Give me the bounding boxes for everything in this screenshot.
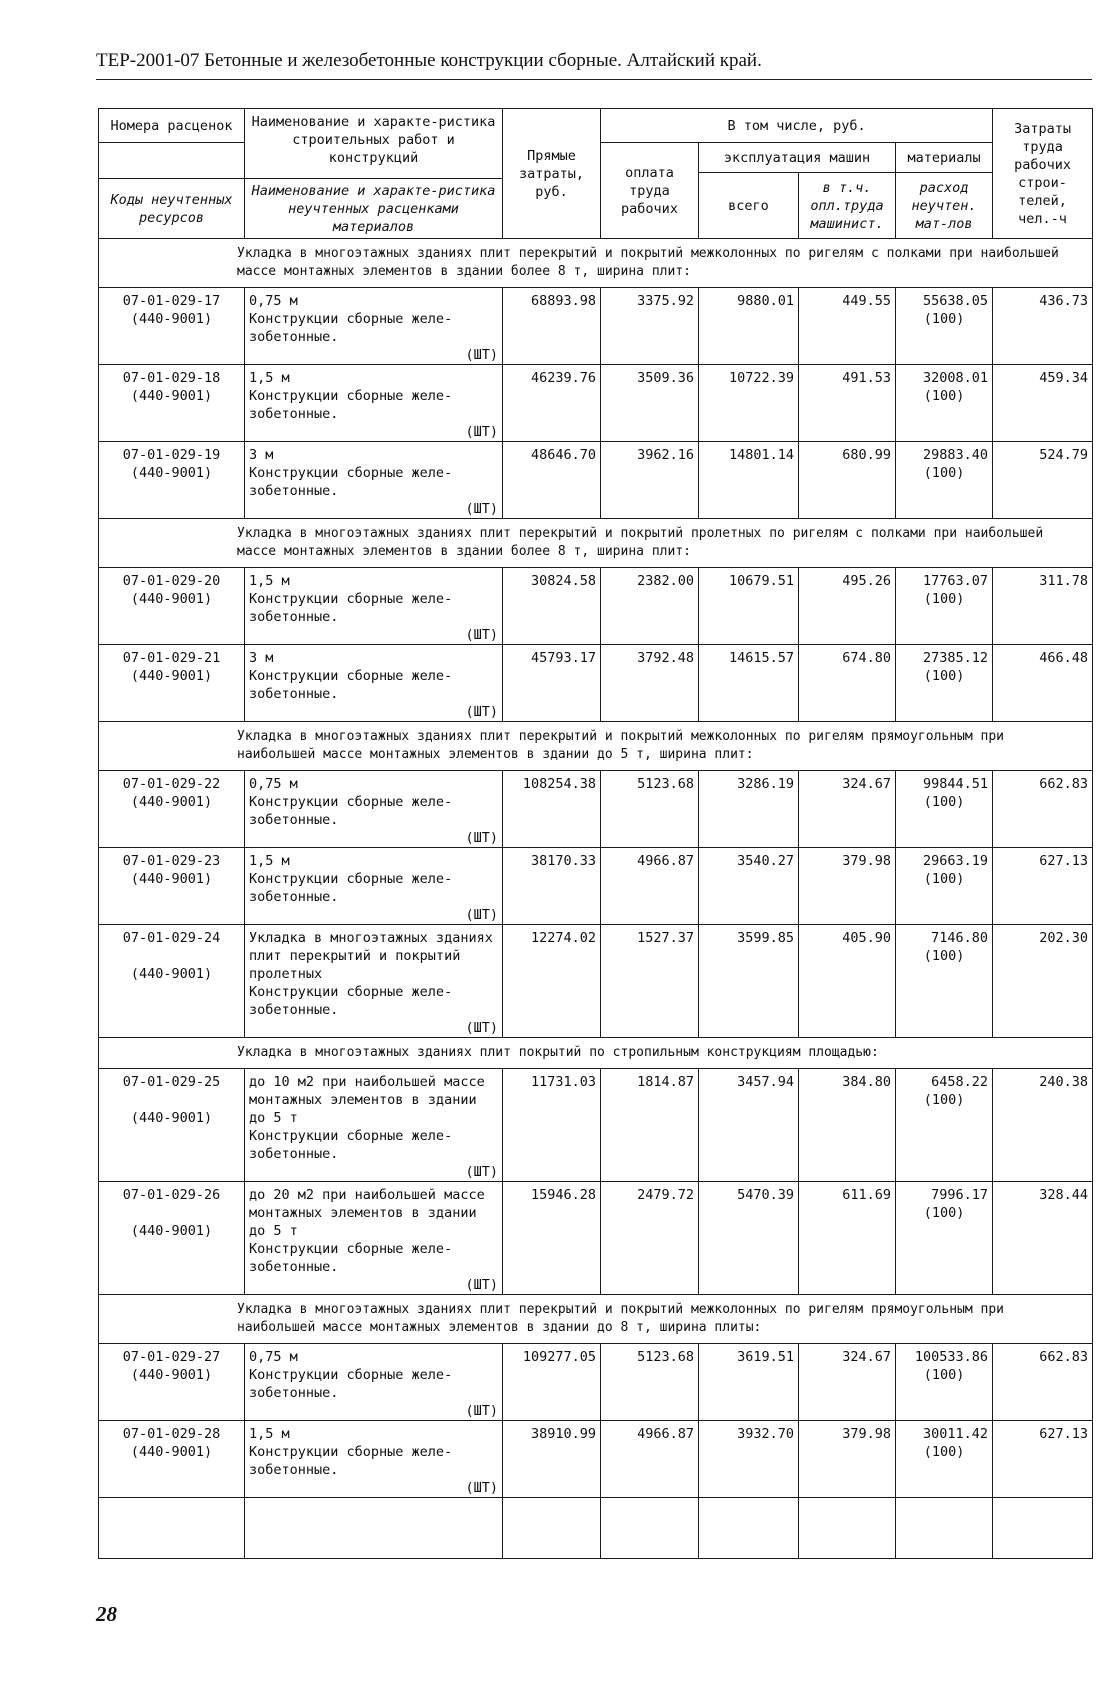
rate-code: 07-01-029-19 <box>122 447 221 463</box>
unit: (ШТ) <box>465 1480 498 1496</box>
blank-cell <box>699 1498 799 1559</box>
col-labor-costs: Затраты труда рабочих строи-телей, чел.-ч <box>993 109 1093 239</box>
materials-qty: (100) <box>923 668 965 684</box>
unit-line <box>249 829 498 847</box>
section-title: Укладка в многоэтажных зданиях плит перекрытий и покрытий пролетных по ригелям с полками при наибольшей массе монтажных элементов в здании более 8 т, ширина плит: <box>237 526 1044 559</box>
materials-cost: 7146.80 <box>931 930 989 946</box>
section-title: Укладка в многоэтажных зданиях плит покрытий по стропильным конструкциям площадью: <box>237 1045 879 1060</box>
operator-pay: 491.53 <box>799 365 896 442</box>
work-name: 0,75 м <box>249 776 298 792</box>
labor-pay: 2479.72 <box>601 1182 699 1295</box>
labor-hours: 328.44 <box>993 1182 1093 1295</box>
material-name: Конструкции сборные желе-зобетонные. <box>249 1241 453 1275</box>
unit: (ШТ) <box>465 627 498 643</box>
work-name-cell <box>245 1069 503 1182</box>
unit: (ШТ) <box>465 1277 498 1293</box>
materials-qty: (100) <box>923 871 965 887</box>
materials-qty: (100) <box>923 388 965 404</box>
direct-costs: 108254.38 <box>503 771 601 848</box>
section-title-cell <box>99 239 1093 288</box>
resource-code: (440-9001) <box>130 1223 213 1239</box>
labor-pay: 2382.00 <box>601 568 699 645</box>
materials-cost: 55638.05 <box>923 293 989 309</box>
unit-line <box>249 703 498 721</box>
col-direct-costs: Прямые затраты, руб. <box>503 109 601 239</box>
blank-cell <box>799 1498 896 1559</box>
direct-costs: 46239.76 <box>503 365 601 442</box>
rate-code-cell <box>99 1421 245 1498</box>
unit-line <box>249 626 498 644</box>
resource-code: (440-9001) <box>130 1444 213 1460</box>
resource-code: (440-9001) <box>130 966 213 982</box>
spacer <box>103 947 240 965</box>
work-name-cell <box>245 925 503 1038</box>
work-name: 1,5 м <box>249 853 290 869</box>
resource-code: (440-9001) <box>130 388 213 404</box>
materials-cost: 100533.86 <box>914 1349 989 1365</box>
direct-costs: 11731.03 <box>503 1069 601 1182</box>
col-name-unaccounted: Наименование и характе-ристика неучтенных расценками материалов <box>245 179 503 239</box>
materials-cost: 32008.01 <box>923 370 989 386</box>
rate-code-cell <box>99 365 245 442</box>
table-row <box>99 568 1093 645</box>
rate-code-cell <box>99 1069 245 1182</box>
labor-hours: 627.13 <box>993 1421 1093 1498</box>
operator-pay: 384.80 <box>799 1069 896 1182</box>
materials-qty: (100) <box>923 1205 965 1221</box>
section-header-row <box>99 1295 1093 1344</box>
operator-pay: 680.99 <box>799 442 896 519</box>
materials-cost: 17763.07 <box>923 573 989 589</box>
labor-pay: 5123.68 <box>601 771 699 848</box>
blank-cell <box>99 1498 245 1559</box>
labor-hours: 436.73 <box>993 288 1093 365</box>
material-name: Конструкции сборные желе-зобетонные. <box>249 388 453 422</box>
work-name-cell <box>245 1182 503 1295</box>
rate-code-cell <box>99 568 245 645</box>
labor-pay: 4966.87 <box>601 1421 699 1498</box>
section-title: Укладка в многоэтажных зданиях плит перекрытий и покрытий межколонных по ригелям с полками при наибольшей массе монтажных элементов в здании более 8 т, ширина плит: <box>237 246 1059 279</box>
materials-qty: (100) <box>923 948 965 964</box>
table-row <box>99 771 1093 848</box>
section-title-cell <box>99 722 1093 771</box>
rate-code: 07-01-029-21 <box>122 650 221 666</box>
machine-total: 5470.39 <box>699 1182 799 1295</box>
unit-line <box>249 1479 498 1497</box>
col-name-char-text: Наименование и характе-ристика строительных работ и конструкций <box>251 114 496 166</box>
work-name: 3 м <box>249 447 274 463</box>
section-title-cell <box>99 519 1093 568</box>
table-row <box>99 288 1093 365</box>
section-header-row <box>99 1038 1093 1069</box>
section-header-row <box>99 722 1093 771</box>
rate-code: 07-01-029-26 <box>122 1187 221 1203</box>
rate-code: 07-01-029-28 <box>122 1426 221 1442</box>
unit: (ШТ) <box>465 830 498 846</box>
materials-qty: (100) <box>923 1444 965 1460</box>
resource-code: (440-9001) <box>130 1367 213 1383</box>
work-name: 0,75 м <box>249 293 298 309</box>
table-row <box>99 645 1093 722</box>
material-name: Конструкции сборные желе-зобетонные. <box>249 465 453 499</box>
machine-total: 14801.14 <box>699 442 799 519</box>
col-total: всего <box>699 173 799 239</box>
direct-costs: 68893.98 <box>503 288 601 365</box>
labor-pay: 1527.37 <box>601 925 699 1038</box>
labor-hours: 524.79 <box>993 442 1093 519</box>
machine-total: 10679.51 <box>699 568 799 645</box>
col-rate-numbers: Номера расценок <box>99 109 245 143</box>
direct-costs: 30824.58 <box>503 568 601 645</box>
materials-cell <box>896 1421 993 1498</box>
work-name-cell <box>245 365 503 442</box>
col-machine-operation: эксплуатация машин <box>699 143 896 173</box>
blank-cell <box>503 1498 601 1559</box>
material-name: Конструкции сборные желе-зобетонные. <box>249 1444 453 1478</box>
direct-costs: 38910.99 <box>503 1421 601 1498</box>
materials-cell <box>896 568 993 645</box>
materials-cell <box>896 1069 993 1182</box>
work-name-cell <box>245 288 503 365</box>
table-row <box>99 848 1093 925</box>
materials-cell <box>896 1344 993 1421</box>
section-title: Укладка в многоэтажных зданиях плит перекрытий и покрытий межколонных по ригелям прямоугольным при наибольшей массе монтажных элементов в здании до 5 т, ширина плит: <box>237 729 1005 762</box>
unit: (ШТ) <box>465 704 498 720</box>
operator-pay: 611.69 <box>799 1182 896 1295</box>
blank-row <box>99 1498 1093 1559</box>
labor-hours: 311.78 <box>993 568 1093 645</box>
operator-pay: 379.98 <box>799 848 896 925</box>
rates-body <box>99 239 1093 1559</box>
materials-cell <box>896 288 993 365</box>
labor-pay: 3375.92 <box>601 288 699 365</box>
document-header: ТЕР-2001-07 Бетонные и железобетонные конструкции сборные. Алтайский край. <box>96 50 762 71</box>
blank-cell <box>245 1498 503 1559</box>
direct-costs: 48646.70 <box>503 442 601 519</box>
unit-line <box>249 423 498 441</box>
materials-cell <box>896 1182 993 1295</box>
direct-costs: 45793.17 <box>503 645 601 722</box>
col-resource-codes: Коды неучтенных ресурсов <box>99 179 245 239</box>
direct-costs: 15946.28 <box>503 1182 601 1295</box>
resource-code: (440-9001) <box>130 871 213 887</box>
rate-code: 07-01-029-20 <box>122 573 221 589</box>
direct-costs: 12274.02 <box>503 925 601 1038</box>
rate-code-cell <box>99 1182 245 1295</box>
work-name: 1,5 м <box>249 370 290 386</box>
table-row <box>99 365 1093 442</box>
work-name: 0,75 м <box>249 1349 298 1365</box>
material-name: Конструкции сборные желе-зобетонные. <box>249 1367 453 1401</box>
table-row <box>99 442 1093 519</box>
col-consumption: расход неучтен. мат-лов <box>896 173 993 239</box>
labor-pay: 3962.16 <box>601 442 699 519</box>
unit: (ШТ) <box>465 347 498 363</box>
materials-cell <box>896 365 993 442</box>
unit: (ШТ) <box>465 501 498 517</box>
materials-qty: (100) <box>923 1367 965 1383</box>
section-header-row <box>99 519 1093 568</box>
page-number: 28 <box>96 1602 117 1626</box>
rate-code-cell <box>99 442 245 519</box>
labor-hours: 459.34 <box>993 365 1093 442</box>
material-name: Конструкции сборные желе-зобетонные. <box>249 591 453 625</box>
labor-hours: 240.38 <box>993 1069 1093 1182</box>
materials-cost: 99844.51 <box>923 776 989 792</box>
rate-code-cell <box>99 848 245 925</box>
rate-code: 07-01-029-23 <box>122 853 221 869</box>
machine-total: 3932.70 <box>699 1421 799 1498</box>
unit-line <box>249 1163 498 1181</box>
labor-hours: 466.48 <box>993 645 1093 722</box>
materials-cost: 30011.42 <box>923 1426 989 1442</box>
resource-code: (440-9001) <box>130 311 213 327</box>
resource-code: (440-9001) <box>130 465 213 481</box>
materials-cell <box>896 848 993 925</box>
rate-code-cell <box>99 645 245 722</box>
table-row <box>99 1069 1093 1182</box>
labor-hours: 627.13 <box>993 848 1093 925</box>
machine-total: 14615.57 <box>699 645 799 722</box>
rate-code: 07-01-029-25 <box>122 1074 221 1090</box>
materials-qty: (100) <box>923 311 965 327</box>
blank-cell <box>993 1498 1093 1559</box>
machine-total: 3599.85 <box>699 925 799 1038</box>
rate-code-cell <box>99 925 245 1038</box>
direct-costs: 109277.05 <box>503 1344 601 1421</box>
rate-code: 07-01-029-18 <box>122 370 221 386</box>
resource-code: (440-9001) <box>130 668 213 684</box>
materials-cell <box>896 442 993 519</box>
col-incl-operator: в т.ч. опл.труда машинист. <box>799 173 896 239</box>
work-name-cell <box>245 1344 503 1421</box>
work-name: до 10 м2 при наибольшей массе монтажных элементов в здании до 5 т <box>249 1074 485 1126</box>
col-labor-pay: оплата труда рабочих <box>601 143 699 239</box>
work-name-cell <box>245 645 503 722</box>
materials-qty: (100) <box>923 1092 965 1108</box>
table-row <box>99 1421 1093 1498</box>
work-name-cell <box>245 568 503 645</box>
materials-qty: (100) <box>923 591 965 607</box>
operator-pay: 449.55 <box>799 288 896 365</box>
material-name: Конструкции сборные желе-зобетонные. <box>249 1128 453 1162</box>
resource-code: (440-9001) <box>130 591 213 607</box>
section-title: Укладка в многоэтажных зданиях плит перекрытий и покрытий межколонных по ригелям прямоугольным при наибольшей массе монтажных элементов в здании до 8 т, ширина плиты: <box>237 1302 1005 1335</box>
header-rule <box>96 79 1092 80</box>
section-title-cell <box>99 1295 1093 1344</box>
table-row <box>99 925 1093 1038</box>
rates-table <box>98 108 1093 1559</box>
unit: (ШТ) <box>465 1403 498 1419</box>
rate-code: 07-01-029-24 <box>122 930 221 946</box>
unit: (ШТ) <box>465 1020 498 1036</box>
material-name: Конструкции сборные желе-зобетонные. <box>249 668 453 702</box>
unit-line <box>249 1276 498 1294</box>
material-name: Конструкции сборные желе-зобетонные. <box>249 794 453 828</box>
work-name-cell <box>245 771 503 848</box>
labor-hours: 202.30 <box>993 925 1093 1038</box>
labor-pay: 1814.87 <box>601 1069 699 1182</box>
unit: (ШТ) <box>465 424 498 440</box>
unit-line <box>249 1019 498 1037</box>
operator-pay: 674.80 <box>799 645 896 722</box>
material-name: Конструкции сборные желе-зобетонные. <box>249 871 453 905</box>
materials-cost: 27385.12 <box>923 650 989 666</box>
rate-code-cell <box>99 1344 245 1421</box>
labor-pay: 4966.87 <box>601 848 699 925</box>
machine-total: 3457.94 <box>699 1069 799 1182</box>
resource-code: (440-9001) <box>130 1110 213 1126</box>
materials-cost: 6458.22 <box>931 1074 989 1090</box>
section-header-row <box>99 239 1093 288</box>
table-row <box>99 1344 1093 1421</box>
labor-hours: 662.83 <box>993 1344 1093 1421</box>
operator-pay: 495.26 <box>799 568 896 645</box>
labor-pay: 3792.48 <box>601 645 699 722</box>
work-name-cell <box>245 1421 503 1498</box>
blank-cell <box>601 1498 699 1559</box>
operator-pay: 324.67 <box>799 771 896 848</box>
rate-code: 07-01-029-17 <box>122 293 221 309</box>
work-name: 1,5 м <box>249 1426 290 1442</box>
unit-line <box>249 500 498 518</box>
machine-total: 3540.27 <box>699 848 799 925</box>
operator-pay: 379.98 <box>799 1421 896 1498</box>
rate-code-cell <box>99 771 245 848</box>
work-name-cell <box>245 848 503 925</box>
machine-total: 9880.01 <box>699 288 799 365</box>
labor-hours: 662.83 <box>993 771 1093 848</box>
materials-cost: 7996.17 <box>931 1187 989 1203</box>
rate-code: 07-01-029-27 <box>122 1349 221 1365</box>
direct-costs: 38170.33 <box>503 848 601 925</box>
labor-pay: 3509.36 <box>601 365 699 442</box>
material-name: Конструкции сборные желе-зобетонные. <box>249 311 453 345</box>
col-including: В том числе, руб. <box>601 109 993 143</box>
materials-cell <box>896 645 993 722</box>
work-name: 3 м <box>249 650 274 666</box>
work-name: 1,5 м <box>249 573 290 589</box>
unit-line <box>249 906 498 924</box>
operator-pay: 405.90 <box>799 925 896 1038</box>
spacer <box>103 1091 240 1109</box>
rate-code: 07-01-029-22 <box>122 776 221 792</box>
col-name-char <box>245 109 503 179</box>
unit-line <box>249 346 498 364</box>
unit: (ШТ) <box>465 1164 498 1180</box>
materials-qty: (100) <box>923 465 965 481</box>
rate-code-cell <box>99 288 245 365</box>
blank-cell <box>896 1498 993 1559</box>
materials-cell <box>896 771 993 848</box>
unit-line <box>249 1402 498 1420</box>
machine-total: 10722.39 <box>699 365 799 442</box>
work-name: до 20 м2 при наибольшей массе монтажных элементов в здании до 5 т <box>249 1187 485 1239</box>
spacer <box>103 1204 240 1222</box>
labor-pay: 5123.68 <box>601 1344 699 1421</box>
machine-total: 3286.19 <box>699 771 799 848</box>
materials-qty: (100) <box>923 794 965 810</box>
col-materials: материалы <box>896 143 993 173</box>
work-name: Укладка в многоэтажных зданиях плит перекрытий и покрытий пролетных <box>249 930 493 982</box>
machine-total: 3619.51 <box>699 1344 799 1421</box>
table-row <box>99 1182 1093 1295</box>
resource-code: (440-9001) <box>130 794 213 810</box>
materials-cost: 29663.19 <box>923 853 989 869</box>
work-name-cell <box>245 442 503 519</box>
materials-cost: 29883.40 <box>923 447 989 463</box>
material-name: Конструкции сборные желе-зобетонные. <box>249 984 453 1018</box>
unit: (ШТ) <box>465 907 498 923</box>
materials-cell <box>896 925 993 1038</box>
section-title-cell <box>99 1038 1093 1069</box>
operator-pay: 324.67 <box>799 1344 896 1421</box>
col-rate-numbers-cont <box>99 143 245 179</box>
